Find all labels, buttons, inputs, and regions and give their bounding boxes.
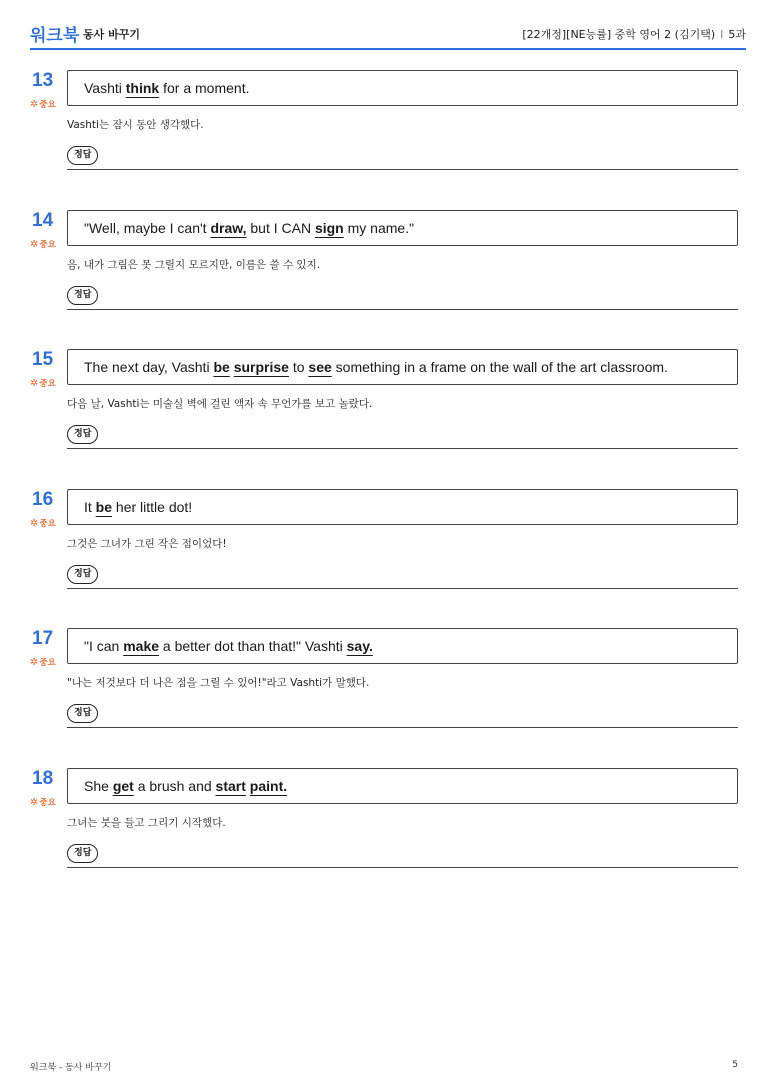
answer-button[interactable]: 정답: [67, 844, 98, 863]
question-number: 15: [32, 349, 54, 370]
sentence-text: her little dot!: [112, 498, 193, 515]
important-badge: [30, 517, 56, 529]
exercise-item: [30, 210, 738, 340]
important-icon: ✲: [30, 796, 39, 808]
question-number: 18: [32, 767, 54, 789]
question-number: 17: [32, 628, 54, 649]
exercise-item: [30, 489, 738, 619]
page-number: 5: [732, 1060, 738, 1070]
sentence-box: [67, 349, 738, 385]
sentence: [84, 778, 287, 794]
sentence-text: my name.": [343, 219, 415, 236]
sentence: [84, 80, 249, 96]
workbook-brand: 워크북: [30, 26, 80, 46]
target-verb: start: [215, 777, 246, 794]
book-title: [22개정][NE능률] 중학 영어 2 (김기택): [522, 28, 716, 41]
sentence-box: [67, 628, 738, 664]
sentence-box: [67, 210, 738, 246]
target-verb: make: [123, 638, 160, 654]
important-label: 중요: [39, 100, 56, 110]
sentence: [84, 220, 414, 236]
target-verb: paint.: [249, 777, 288, 794]
sentence-text: to: [288, 359, 309, 375]
sentence-text: "I can: [84, 638, 124, 654]
book-info: [522, 26, 746, 42]
korean-translation: Vashti는 잠시 동안 생각했다.: [67, 119, 204, 131]
target-verb: see: [308, 359, 332, 375]
target-verb: get: [112, 777, 134, 794]
sentence-box: [67, 768, 738, 804]
target-verb: be: [95, 498, 113, 515]
important-icon: ✲: [30, 517, 39, 529]
answer-line: [67, 448, 738, 449]
header-separator: I: [720, 28, 724, 41]
sentence-text: The next day, Vashti: [84, 359, 214, 375]
important-icon: ✲: [30, 99, 39, 110]
sentence: [84, 638, 373, 654]
sentence-text: a brush and: [133, 777, 216, 794]
sentence-text: It: [84, 498, 96, 515]
target-verb: think: [125, 80, 160, 96]
important-badge: [30, 238, 56, 250]
sentence-box: [67, 489, 738, 525]
worksheet-subtitle: 동사 바꾸기: [83, 28, 140, 41]
target-verb: be: [213, 359, 230, 375]
sentence-box: [67, 70, 738, 106]
sentence-text: but I CAN: [246, 219, 315, 236]
important-label: 중요: [39, 239, 56, 250]
exercise-item: [30, 768, 738, 898]
important-icon: ✲: [30, 238, 39, 250]
page-header: [30, 18, 746, 50]
answer-button[interactable]: 정답: [67, 146, 98, 165]
important-badge: [30, 377, 56, 389]
answer-line: [67, 867, 738, 868]
answer-button[interactable]: 정답: [67, 425, 98, 444]
sentence-text: Vashti: [84, 80, 126, 96]
korean-translation: "나는 저것보다 더 나은 점을 그릴 수 있어!"라고 Vashti가 말했다.: [67, 677, 370, 689]
important-badge: [30, 796, 56, 808]
exercise-item: [30, 628, 738, 758]
important-badge: [30, 98, 56, 110]
korean-translation: 그것은 그녀가 그린 작은 점이었다!: [67, 537, 227, 550]
sentence-text: a better dot than that!" Vashti: [159, 638, 347, 654]
exercise-item: [30, 70, 738, 200]
question-number: 13: [32, 70, 54, 91]
important-label: 중요: [39, 379, 56, 389]
answer-line: [67, 169, 738, 170]
korean-translation: 다음 날, Vashti는 미술실 벽에 걸린 액자 속 무언가를 보고 놀랐다.: [67, 398, 373, 410]
lesson-label: 5과: [728, 28, 746, 41]
important-label: 중요: [39, 658, 56, 668]
answer-button[interactable]: 정답: [67, 704, 98, 723]
important-icon: ✲: [30, 378, 39, 389]
answer-line: [67, 727, 738, 728]
answer-line: [67, 588, 738, 589]
korean-translation: 음, 내가 그림은 못 그릴지 모르지만, 이름은 쓸 수 있지.: [67, 258, 321, 271]
target-verb: sign: [314, 219, 344, 236]
important-label: 중요: [39, 518, 56, 529]
question-number: 16: [32, 488, 54, 510]
exercise-item: [30, 349, 738, 479]
answer-button[interactable]: 정답: [67, 565, 98, 584]
sentence-text: She: [84, 777, 113, 794]
sentence: [84, 359, 668, 375]
sentence-text: something in a frame on the wall of the art classroom.: [331, 359, 668, 375]
sentence: [84, 499, 192, 515]
footer-label: 워크북 - 동사 바꾸기: [30, 1063, 112, 1073]
sentence-text: "Well, maybe I can't: [84, 219, 211, 236]
korean-translation: 그녀는 붓을 들고 그리기 시작했다.: [67, 816, 226, 829]
target-verb: surprise: [233, 359, 289, 375]
question-number: 14: [32, 209, 54, 231]
sentence-text: for a moment.: [159, 80, 250, 96]
target-verb: draw,: [210, 219, 247, 236]
answer-button[interactable]: 정답: [67, 286, 98, 305]
answer-line: [67, 309, 738, 310]
important-label: 중요: [39, 797, 56, 808]
important-badge: [30, 656, 56, 668]
target-verb: say.: [346, 638, 373, 654]
important-icon: ✲: [30, 657, 39, 668]
